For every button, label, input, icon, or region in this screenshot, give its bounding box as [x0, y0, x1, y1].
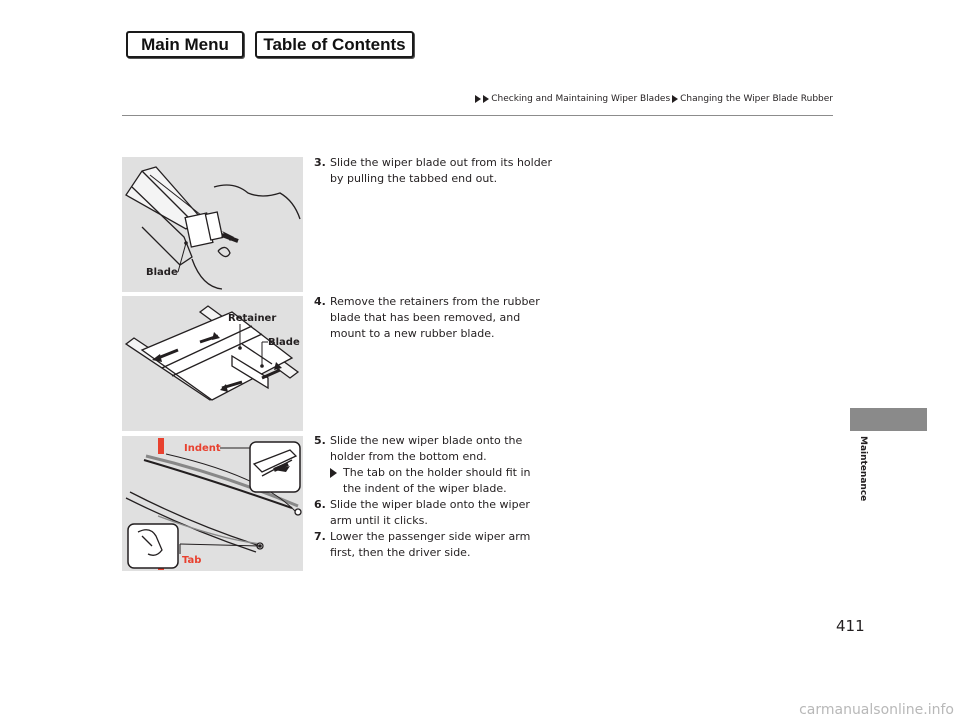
- tab-label: Tab: [182, 555, 202, 566]
- breadcrumb-arrow-icon: [672, 95, 678, 103]
- note-arrow-icon: [330, 468, 337, 478]
- step-text: Slide the new wiper blade onto the holder from the bottom end.: [330, 434, 523, 463]
- page-number: 411: [836, 617, 865, 635]
- step-3: [314, 155, 554, 187]
- step-number: 7.: [314, 530, 326, 543]
- breadcrumb-arrow-icon: [475, 95, 481, 103]
- table-of-contents-button[interactable]: Table of Contents: [255, 31, 414, 58]
- step-4: [314, 294, 554, 342]
- section-tab[interactable]: [850, 408, 927, 431]
- step-text: Slide the wiper blade out from its holder by pulling the tabbed end out.: [330, 156, 552, 185]
- watermark: carmanualsonline.info: [799, 702, 954, 718]
- step-number: 4.: [314, 295, 326, 308]
- step-number: 3.: [314, 156, 326, 169]
- figure-retainers: [122, 296, 303, 431]
- note-text: The tab on the holder should fit in the indent of the wiper blade.: [343, 466, 531, 495]
- step-text: Remove the retainers from the rubber blade that has been removed, and mount to a new rubber blade.: [330, 295, 540, 340]
- blade-label: Blade: [146, 267, 178, 278]
- step-number: 5.: [314, 434, 326, 447]
- figure-install-blade: [122, 436, 303, 571]
- main-menu-button[interactable]: Main Menu: [126, 31, 244, 58]
- step-text: Slide the wiper blade onto the wiper arm until it clicks.: [330, 498, 530, 527]
- step-7: [314, 529, 554, 561]
- breadcrumb-level2[interactable]: Changing the Wiper Blade Rubber: [680, 94, 833, 104]
- blade-label-2: Blade: [268, 337, 300, 348]
- breadcrumb-arrow-icon: [483, 95, 489, 103]
- figure-remove-blade: [122, 157, 303, 292]
- section-label: Maintenance: [858, 436, 868, 502]
- step-5: [314, 433, 554, 465]
- breadcrumb-level1[interactable]: Checking and Maintaining Wiper Blades: [491, 94, 671, 104]
- step-6: [314, 497, 554, 529]
- breadcrumb: [475, 94, 833, 104]
- step-number: 6.: [314, 498, 326, 511]
- header-rule: [122, 115, 833, 116]
- step-text: Lower the passenger side wiper arm first, then the driver side.: [330, 530, 531, 559]
- step-5-note: [330, 465, 550, 497]
- retainer-label: Retainer: [228, 313, 277, 324]
- indent-label: Indent: [184, 443, 221, 454]
